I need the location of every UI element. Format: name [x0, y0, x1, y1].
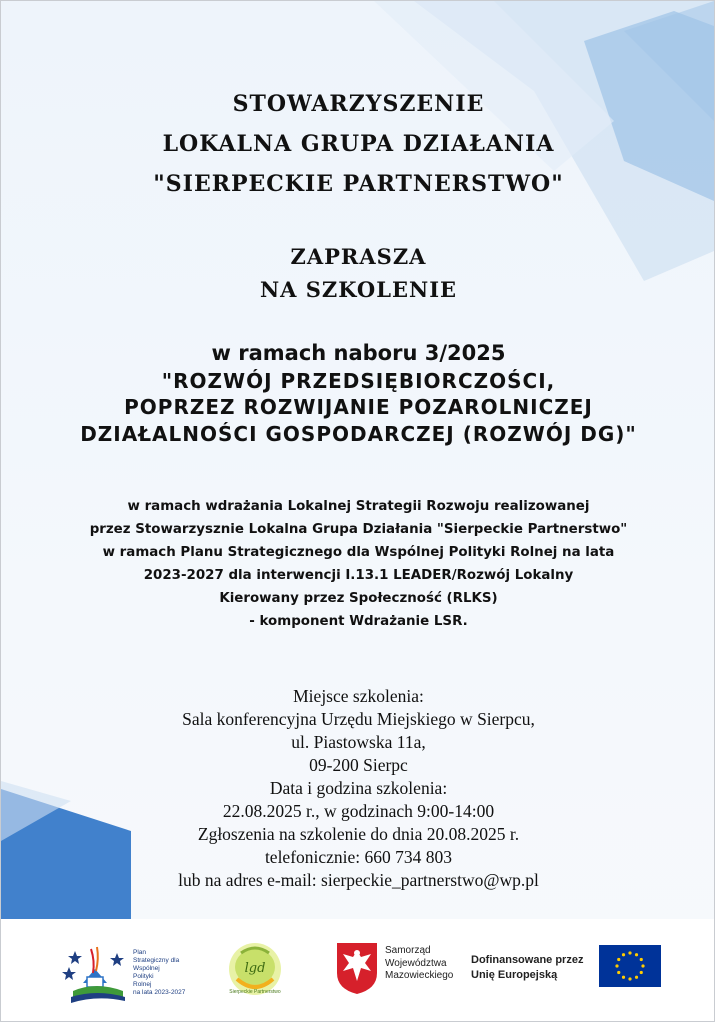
lgd-logo [223, 939, 287, 1005]
eu-star [640, 958, 643, 961]
org-brand-heading: "SIERPECKIE PARTNERSTWO" [153, 171, 564, 197]
eu-star [617, 971, 620, 974]
org-type-heading: STOWARZYSZENIE [232, 91, 485, 117]
psp-logo-text [133, 949, 185, 997]
eu-funding-line-2: Unię Europejską [471, 969, 558, 981]
place-name: Sala konferencyjna Urzędu Miejskiego w Sierpcu, [182, 709, 535, 729]
psp-line-4: Polityki [133, 973, 154, 980]
lgd-logo-text: lgd [244, 961, 266, 976]
psp-line-3: Wspólnej [133, 965, 160, 972]
psp-logo [61, 939, 201, 1005]
strategy-text-line-3: w ramach Planu Strategicznego dla Wspólnej Polityki Rolnej na lata [102, 545, 615, 560]
contact-email: lub na adres e-mail: sierpeckie_partnerstwo@wp.pl [178, 870, 539, 890]
sponsor-logos-bar [1, 919, 715, 1022]
place-label: Miejsce szkolenia: [293, 686, 424, 706]
strategy-text-line-4: 2023-2027 dla interwencji I.13.1 LEADER/Rozwój Lokalny [143, 568, 574, 583]
datetime-label: Data i godzina szkolenia: [269, 778, 448, 798]
mazowieckie-logo [335, 941, 455, 1001]
eu-star [635, 953, 638, 956]
eu-star [615, 964, 618, 967]
psp-emblem-icon [61, 939, 131, 1005]
eu-star [635, 976, 638, 979]
training-heading: NA SZKOLENIE [259, 277, 458, 302]
contact-phone: telefonicznie: 660 734 803 [264, 847, 453, 867]
registration-deadline: Zgłoszenia na szkolenie do dnia 20.08.2025 r. [197, 824, 520, 844]
eu-star [641, 964, 644, 967]
strategy-text-line-1: w ramach wdrażania Lokalnej Strategii Rozwoju realizowanej [127, 499, 590, 514]
strategy-text-line-5: Kierowany przez Społeczność (RLKS) [219, 591, 498, 606]
eagle-coat-of-arms-icon [335, 941, 379, 995]
strategy-text-line-2: przez Stowarzysznie Lokalna Grupa Działania "Sierpeckie Partnerstwo" [89, 522, 628, 537]
place-city: 09-200 Sierpc [309, 755, 408, 775]
mazowieckie-text [385, 945, 453, 983]
psp-line-6: na lata 2023-2027 [133, 989, 186, 996]
invites-heading: ZAPRASZA [290, 244, 427, 269]
eu-funding-text [471, 953, 593, 983]
datetime-value: 22.08.2025 r., w godzinach 9:00-14:00 [222, 801, 495, 821]
place-street: ul. Piastowska 11a, [291, 732, 426, 752]
org-name-heading: LOKALNA GRUPA DZIAŁANIA [162, 131, 555, 157]
eu-star [628, 977, 631, 980]
maz-line-1: Samorząd [385, 945, 431, 956]
call-number: w ramach naboru 3/2025 [211, 341, 506, 365]
eu-star [622, 976, 625, 979]
eu-flag-icon [599, 945, 661, 987]
lgd-caption: Sierpeckie Partnerstwo [229, 989, 281, 995]
psp-line-5: Rolnej [133, 981, 152, 988]
call-title-line-1: "ROZWÓJ PRZEDSIĘBIORCZOŚCI, [161, 369, 556, 393]
psp-line-1: Plan [133, 949, 147, 956]
eu-star [628, 951, 631, 954]
eu-star [640, 971, 643, 974]
eu-star [617, 958, 620, 961]
eu-star [622, 953, 625, 956]
call-title-line-3: DZIAŁALNOŚCI GOSPODARCZEJ (ROZWÓJ DG)" [80, 422, 637, 446]
eu-funding-line-1: Dofinansowane przez [471, 954, 584, 966]
maz-line-3: Mazowieckiego [385, 970, 454, 981]
psp-line-2: Strategiczny dla [133, 957, 180, 964]
call-title-line-2: POPRZEZ ROZWIJANIE POZAROLNICZEJ [124, 395, 593, 419]
strategy-text-line-6: - komponent Wdrażanie LSR. [249, 614, 468, 629]
maz-line-2: Województwa [385, 957, 447, 969]
